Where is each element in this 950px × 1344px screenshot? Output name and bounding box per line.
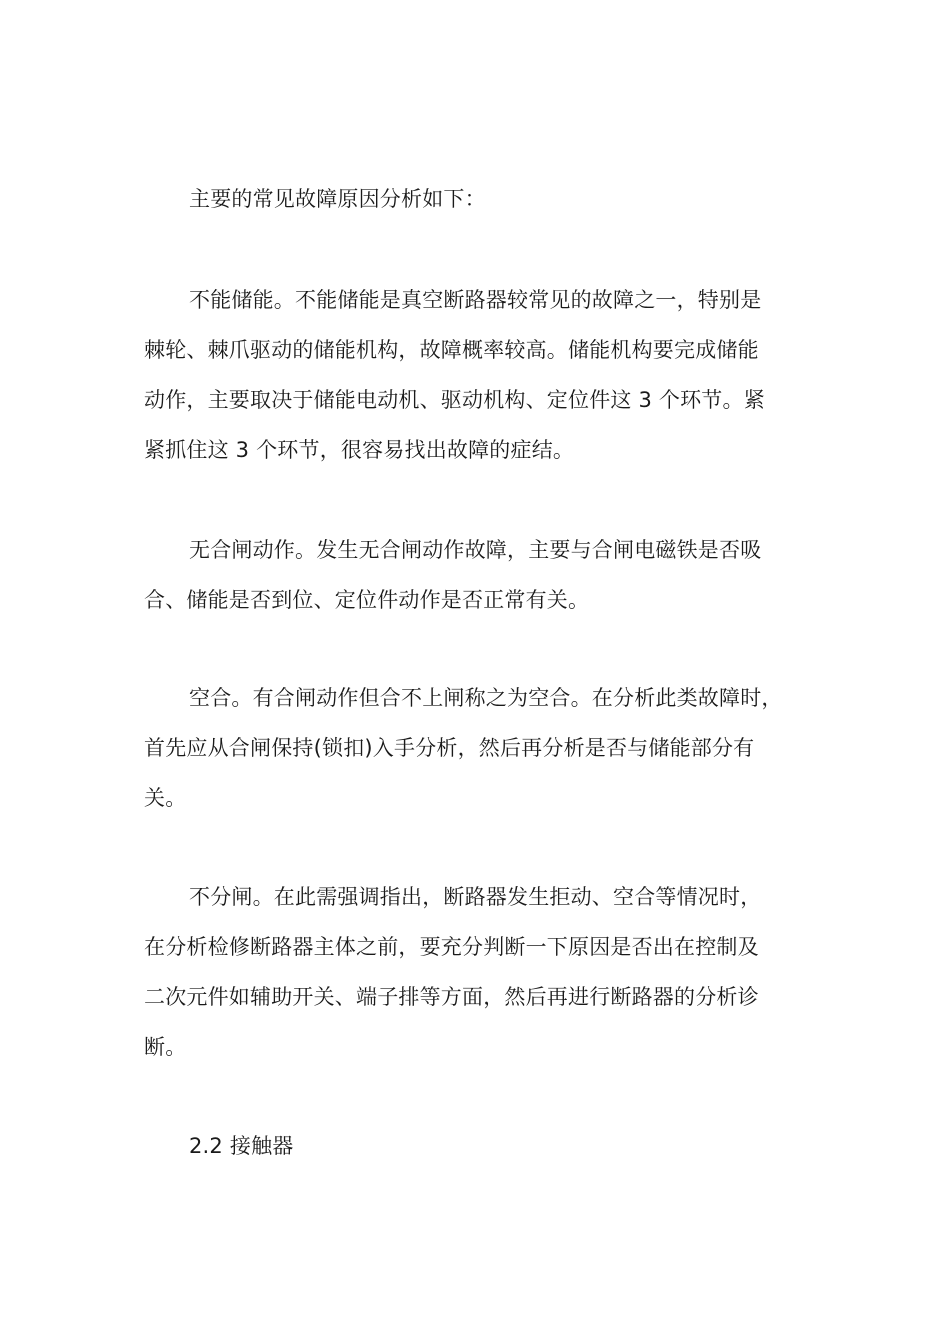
paragraph-line: 不能储能。不能储能是真空断路器较常见的故障之一，特别是 xyxy=(189,288,762,312)
paragraph-line: 首先应从合闸保持(锁扣)入手分析，然后再分析是否与储能部分有 xyxy=(144,736,755,760)
paragraph-line: 不分闸。在此需强调指出，断路器发生拒动、空合等情况时， xyxy=(189,885,762,909)
intro-text: 主要的常见故障原因分析如下： xyxy=(189,187,486,211)
section-heading-block xyxy=(144,1121,812,1171)
paragraph-line: 无合闸动作。发生无合闸动作故障，主要与合闸电磁铁是否吸 xyxy=(189,538,762,562)
paragraph-no-energy-storage xyxy=(144,275,812,475)
paragraph-line: 关。 xyxy=(144,786,187,810)
paragraph-line: 动作，主要取决于储能电动机、驱动机构、定位件这 3 个环节。紧 xyxy=(144,388,765,412)
intro-paragraph xyxy=(144,174,812,224)
paragraph-line: 在分析检修断路器主体之前，要充分判断一下原因是否出在控制及 xyxy=(144,935,759,959)
paragraph-line: 紧抓住这 3 个环节，很容易找出故障的症结。 xyxy=(144,438,575,462)
paragraph-line: 合、储能是否到位、定位件动作是否正常有关。 xyxy=(144,588,590,612)
section-heading: 2.2 接触器 xyxy=(189,1134,294,1158)
paragraph-line: 断。 xyxy=(144,1035,187,1059)
paragraph-line: 棘轮、棘爪驱动的储能机构，故障概率较高。储能机构要完成储能 xyxy=(144,338,759,362)
paragraph-no-closing-action xyxy=(144,525,812,625)
paragraph-line: 空合。有合闸动作但合不上闸称之为空合。在分析此类故障时， xyxy=(189,686,783,710)
paragraph-empty-close xyxy=(144,673,812,823)
paragraph-line: 二次元件如辅助开关、端子排等方面，然后再进行断路器的分析诊 xyxy=(144,985,759,1009)
paragraph-no-opening xyxy=(144,872,812,1072)
